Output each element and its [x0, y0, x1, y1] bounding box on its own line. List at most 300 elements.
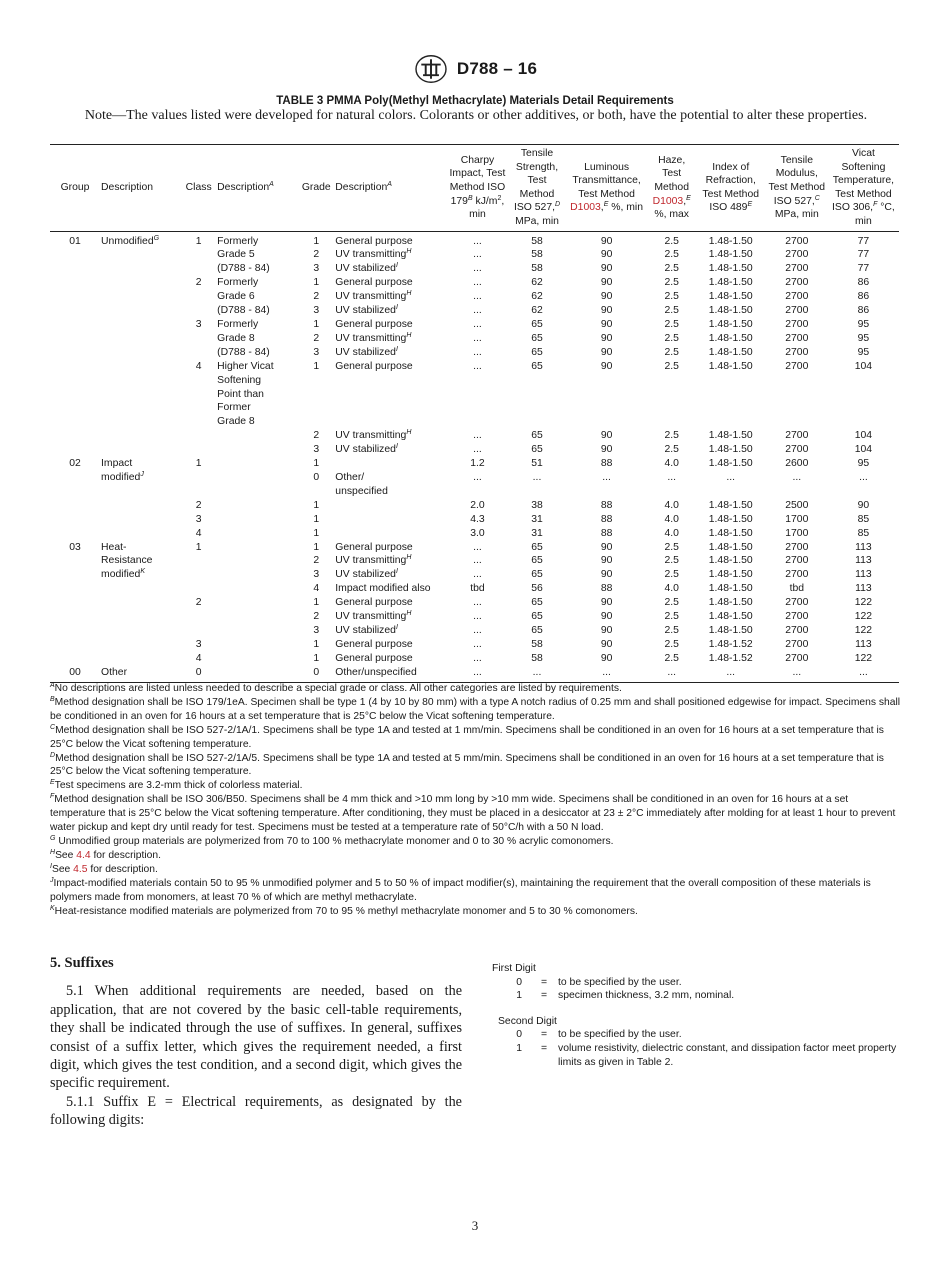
cell-class	[181, 388, 216, 402]
cell-group	[50, 624, 100, 638]
cell-luminous-transmittance-text: ...	[602, 666, 611, 678]
cell-tensile-modulus-text: 2700	[785, 305, 809, 317]
cell-haze	[648, 443, 696, 457]
header-class-description: Description$^A$	[216, 145, 298, 232]
cell-vicat-temperature	[828, 401, 899, 415]
cell-grade	[298, 429, 334, 443]
cell-charpy-impact-text: ...	[473, 555, 482, 567]
cell-haze	[648, 231, 696, 248]
cell-index-of-refraction	[696, 638, 766, 652]
cell-grade-description	[334, 443, 446, 457]
cell-luminous-transmittance	[566, 318, 648, 332]
footnote-ref: H	[406, 429, 412, 437]
cell-haze	[648, 401, 696, 415]
cell-tensile-modulus	[766, 374, 828, 388]
cell-group	[50, 666, 100, 682]
cell-grade-text: 3	[313, 444, 320, 456]
cell-charpy-impact-text: ...	[473, 569, 482, 581]
cell-charpy-impact-text: ...	[473, 319, 482, 330]
cell-class-text: 3	[195, 319, 202, 330]
cell-tensile-modulus-text: 2700	[785, 569, 809, 581]
cell-grade	[298, 527, 334, 541]
cell-class-description-text: Softening	[217, 374, 262, 386]
cell-grade-text: 1	[313, 277, 320, 289]
cell-vicat-temperature	[828, 527, 899, 541]
cell-luminous-transmittance-text: 90	[600, 291, 613, 303]
cell-vicat-temperature	[828, 360, 899, 374]
cell-class-description	[216, 276, 298, 290]
cell-haze-text: 2.5	[664, 541, 679, 553]
footnote-mark: J	[50, 876, 54, 884]
cell-haze-text: 2.5	[664, 249, 679, 261]
digit-value: 1	[516, 1042, 522, 1054]
cell-index-of-refraction-text: 1.48-1.50	[708, 458, 753, 470]
cell-class	[181, 276, 216, 290]
header-grade-description: Description$^A$	[334, 145, 446, 232]
cell-tensile-modulus	[766, 485, 828, 499]
cell-class-description	[216, 582, 298, 596]
d1003-link[interactable]: D1003	[570, 202, 601, 214]
cell-index-of-refraction-text: 1.48-1.52	[708, 638, 753, 650]
cell-haze-text: 2.5	[664, 277, 679, 289]
table-row	[50, 276, 899, 290]
cell-grade	[298, 346, 334, 360]
footnote-ref: H	[406, 554, 412, 562]
cell-grade	[298, 457, 334, 471]
cell-tensile-modulus	[766, 318, 828, 332]
cell-grade-description	[334, 499, 446, 513]
footnote-text: Unmodified group materials are polymerized from 70 to 100 % methacrylate monomer and 0 to 30 % acrylic comonomers.	[55, 835, 614, 847]
cell-grade	[298, 318, 334, 332]
cell-tensile-modulus-text: 2700	[785, 597, 809, 609]
cell-tensile-strength	[508, 231, 565, 248]
cell-grade-text: 3	[313, 569, 320, 581]
cell-haze	[648, 652, 696, 666]
cell-vicat-temperature-text: 86	[857, 277, 870, 289]
cell-luminous-transmittance-text: 90	[600, 624, 613, 636]
footnote-mark: C	[50, 723, 56, 731]
cell-grade-description	[334, 290, 446, 304]
cell-grade	[298, 485, 334, 499]
cell-group	[50, 231, 100, 248]
footnote	[50, 835, 901, 849]
cell-vicat-temperature	[828, 443, 899, 457]
section-link[interactable]: 4.4	[76, 849, 91, 861]
cell-charpy-impact-text: ...	[473, 332, 482, 344]
cell-group	[50, 610, 100, 624]
cell-tensile-strength-text: 65	[531, 541, 543, 553]
cell-group-text: 01	[69, 235, 81, 247]
cell-luminous-transmittance-text: 90	[600, 346, 613, 358]
cell-luminous-transmittance	[566, 471, 648, 485]
cell-grade	[298, 374, 334, 388]
cell-grade-text: 3	[313, 624, 320, 636]
cell-class-text: 4	[195, 527, 202, 539]
cell-luminous-transmittance-text: 88	[600, 527, 613, 539]
cell-haze-text: 2.5	[664, 346, 679, 358]
table-row	[50, 554, 899, 568]
cell-class-description-text: (D788 - 84)	[217, 305, 270, 317]
cell-charpy-impact-text: ...	[473, 235, 482, 247]
cell-charpy-impact-text: ...	[473, 263, 482, 275]
cell-tensile-modulus-text: tbd	[789, 583, 805, 595]
cell-grade-text: 0	[313, 666, 320, 678]
cell-vicat-temperature	[828, 415, 899, 429]
cell-tensile-modulus-text: 2700	[785, 624, 809, 636]
cell-tensile-modulus	[766, 652, 828, 666]
cell-luminous-transmittance	[566, 582, 648, 596]
cell-haze	[648, 568, 696, 582]
cell-haze-text: 2.5	[664, 291, 679, 303]
cell-group	[50, 652, 100, 666]
cell-vicat-temperature-text: 95	[857, 319, 870, 330]
cell-index-of-refraction-text: 1.48-1.50	[708, 611, 753, 623]
cell-luminous-transmittance	[566, 231, 648, 248]
cell-grade-description-text: UV stabilized	[335, 263, 396, 275]
cell-class-description	[216, 485, 298, 499]
table-row	[50, 513, 899, 527]
cell-description	[100, 568, 181, 582]
cell-tensile-modulus-text: 2700	[785, 277, 809, 289]
cell-vicat-temperature-text: 113	[855, 583, 872, 595]
cell-tensile-modulus	[766, 290, 828, 304]
cell-class-text: 0	[195, 666, 202, 678]
cell-grade-description	[334, 374, 446, 388]
cell-class-description	[216, 666, 298, 682]
cell-grade-text: 1	[313, 597, 320, 609]
table-row	[50, 332, 899, 346]
cell-luminous-transmittance-text: 88	[600, 458, 613, 470]
cell-charpy-impact	[446, 231, 508, 248]
cell-class	[181, 401, 216, 415]
cell-class-description	[216, 332, 298, 346]
cell-tensile-strength-text: 62	[531, 291, 543, 303]
cell-charpy-impact-text: ...	[473, 444, 482, 456]
cell-haze-text: 4.0	[664, 513, 679, 525]
cell-class-description-text: Grade 6	[217, 291, 255, 303]
cell-class	[181, 610, 216, 624]
cell-grade-description	[334, 666, 446, 682]
table-footnotes	[50, 682, 901, 918]
cell-luminous-transmittance-text: 90	[600, 319, 613, 330]
cell-vicat-temperature	[828, 582, 899, 596]
cell-tensile-strength-text: 31	[531, 527, 543, 539]
cell-index-of-refraction-text: 1.48-1.52	[708, 652, 753, 664]
cell-tensile-strength	[508, 499, 565, 513]
footnote-mark: K	[50, 904, 55, 912]
cell-haze	[648, 429, 696, 443]
table-row	[50, 429, 899, 443]
section-link[interactable]: 4.5	[73, 863, 88, 875]
cell-tensile-modulus	[766, 401, 828, 415]
cell-class-description	[216, 360, 298, 374]
cell-charpy-impact-text: ...	[473, 541, 482, 553]
cell-charpy-impact	[446, 499, 508, 513]
table-row	[50, 527, 899, 541]
cell-grade-description	[334, 485, 446, 499]
cell-vicat-temperature	[828, 248, 899, 262]
cell-index-of-refraction	[696, 401, 766, 415]
cell-class	[181, 471, 216, 485]
header-index-of-refraction: Index of Refraction, Test Method ISO $489^E$	[696, 145, 766, 232]
cell-vicat-temperature-text: 113	[855, 541, 872, 553]
cell-grade-description-text: UV stabilized	[335, 346, 396, 358]
cell-luminous-transmittance	[566, 388, 648, 402]
d1003-link[interactable]: D1003	[652, 195, 684, 207]
cell-class-description	[216, 471, 298, 485]
cell-vicat-temperature	[828, 346, 899, 360]
digit-definition: specimen thickness, 3.2 mm, nominal.	[558, 990, 735, 1002]
cell-grade-text: 4	[313, 583, 320, 595]
cell-vicat-temperature	[828, 388, 899, 402]
cell-vicat-temperature	[828, 290, 899, 304]
cell-index-of-refraction	[696, 471, 766, 485]
equals-sign: =	[540, 1042, 548, 1054]
cell-grade-text: 1	[313, 360, 320, 372]
cell-description-text: Resistance	[101, 555, 153, 567]
cell-tensile-strength	[508, 443, 565, 457]
cell-tensile-strength	[508, 304, 565, 318]
cell-class-description-text: Former	[217, 402, 251, 414]
cell-grade	[298, 231, 334, 248]
table-row	[50, 610, 899, 624]
cell-charpy-impact-text: tbd	[470, 583, 485, 595]
cell-haze	[648, 248, 696, 262]
cell-index-of-refraction-text: 1.48-1.50	[708, 277, 753, 289]
table-row	[50, 415, 899, 429]
cell-tensile-modulus-text: 2500	[785, 499, 809, 511]
cell-description	[100, 276, 181, 290]
cell-grade	[298, 332, 334, 346]
footnote-text: Method designation shall be ISO 306/B50. Specimens shall be 4 mm thick and >10 mm long by >10 mm wide. Specimens shall be conditioned in an oven for 16 hours at a set temperature that is 25°C below the Vicat softening temperature. After conditioning, they must be placed in a desiccator at 23 ± 2°C immediately after molding for at least 1 hour to prevent water pickup and kept dry until ready for test. Specimens must be tested at a temperature rate of 50°C/h with a 50 N load.	[50, 794, 896, 834]
cell-luminous-transmittance	[566, 374, 648, 388]
cell-index-of-refraction	[696, 610, 766, 624]
cell-haze	[648, 290, 696, 304]
cell-tensile-modulus	[766, 231, 828, 248]
cell-tensile-modulus-text: 2700	[785, 360, 809, 372]
cell-description-text: Unmodified	[101, 235, 154, 247]
cell-group	[50, 304, 100, 318]
cell-class-description	[216, 638, 298, 652]
cell-charpy-impact-text: 1.2	[470, 458, 485, 470]
digit-value: 1	[516, 990, 522, 1002]
cell-grade	[298, 276, 334, 290]
cell-group	[50, 527, 100, 541]
footnote-ref: H	[406, 290, 412, 298]
cell-grade-text: 1	[313, 458, 320, 470]
cell-description	[100, 541, 181, 555]
cell-luminous-transmittance	[566, 457, 648, 471]
cell-index-of-refraction	[696, 248, 766, 262]
cell-grade-description-text: UV transmitting	[335, 555, 407, 567]
cell-grade-description	[334, 457, 446, 471]
cell-vicat-temperature-text: 122	[854, 611, 873, 623]
cell-haze-text: 2.5	[664, 638, 679, 650]
cell-class	[181, 346, 216, 360]
cell-group	[50, 596, 100, 610]
cell-luminous-transmittance-text: 90	[600, 249, 613, 261]
cell-index-of-refraction	[696, 332, 766, 346]
cell-charpy-impact	[446, 582, 508, 596]
cell-description	[100, 471, 181, 485]
cell-luminous-transmittance-text: 90	[600, 569, 613, 581]
cell-index-of-refraction	[696, 541, 766, 555]
cell-grade	[298, 624, 334, 638]
cell-vicat-temperature	[828, 596, 899, 610]
cell-class-text: 3	[195, 638, 202, 650]
document-id: D788 – 16	[456, 59, 538, 78]
header-haze: Haze, Test Method D1003,$^E$ %, max	[648, 145, 696, 232]
cell-luminous-transmittance-text: 90	[600, 597, 613, 609]
section-5-suffixes	[50, 954, 462, 1130]
cell-index-of-refraction	[696, 290, 766, 304]
cell-grade	[298, 471, 334, 485]
cell-grade	[298, 541, 334, 555]
cell-tensile-strength-text: 65	[531, 555, 543, 567]
cell-tensile-strength-text: 31	[531, 513, 543, 525]
cell-index-of-refraction-text: 1.48-1.50	[708, 527, 753, 539]
cell-vicat-temperature	[828, 554, 899, 568]
cell-description	[100, 231, 181, 248]
cell-tensile-strength-text: 65	[531, 319, 543, 330]
cell-class	[181, 262, 216, 276]
cell-class-text: 2	[195, 499, 202, 511]
table-row	[50, 485, 899, 499]
cell-haze-text: 2.5	[664, 319, 679, 330]
cell-charpy-impact	[446, 568, 508, 582]
cell-grade	[298, 638, 334, 652]
cell-charpy-impact-text: ...	[473, 611, 482, 623]
cell-class-description-text: Point than	[217, 388, 264, 400]
cell-class	[181, 666, 216, 682]
cell-grade	[298, 568, 334, 582]
cell-vicat-temperature	[828, 231, 899, 248]
cell-haze-text: 4.0	[664, 583, 679, 595]
cell-vicat-temperature-text: 104	[854, 444, 873, 456]
cell-description	[100, 318, 181, 332]
cell-class-description	[216, 596, 298, 610]
digit-definition: volume resistivity, dielectric constant, and dissipation factor meet property limits as given in Table 2.	[558, 1042, 897, 1068]
cell-class-description	[216, 401, 298, 415]
cell-class-description-text: Grade 8	[217, 416, 255, 428]
cell-description	[100, 415, 181, 429]
cell-luminous-transmittance	[566, 666, 648, 682]
header-grade: Grade	[298, 145, 334, 232]
cell-class	[181, 332, 216, 346]
table-row	[50, 596, 899, 610]
cell-description	[100, 429, 181, 443]
cell-tensile-modulus	[766, 471, 828, 485]
cell-tensile-strength	[508, 527, 565, 541]
cell-grade-text: 2	[313, 430, 320, 442]
cell-charpy-impact	[446, 388, 508, 402]
cell-luminous-transmittance	[566, 290, 648, 304]
cell-tensile-modulus-text: 2700	[785, 249, 809, 261]
cell-tensile-strength	[508, 638, 565, 652]
cell-index-of-refraction-text: 1.48-1.50	[708, 513, 753, 525]
cell-description	[100, 513, 181, 527]
cell-tensile-strength	[508, 415, 565, 429]
cell-index-of-refraction-text: 1.48-1.50	[708, 263, 753, 275]
cell-charpy-impact-text: 4.3	[470, 513, 485, 525]
cell-description	[100, 554, 181, 568]
footnote	[50, 779, 901, 793]
cell-description	[100, 290, 181, 304]
cell-description	[100, 304, 181, 318]
cell-charpy-impact-text: ...	[473, 597, 482, 609]
header-group: Group	[50, 145, 100, 232]
cell-grade-text: 1	[313, 499, 320, 511]
section-heading: 5. Suffixes	[50, 955, 114, 971]
cell-grade-description-text: General purpose	[335, 319, 413, 330]
digit-row	[492, 989, 902, 1003]
equals-sign: =	[540, 1029, 548, 1041]
cell-tensile-modulus-text: 2600	[785, 458, 809, 470]
cell-haze	[648, 624, 696, 638]
header-charpy: Charpy Impact, Test Method ISO $179^B$ $kJ/m^2$, min	[446, 145, 508, 232]
cell-grade-text: 2	[313, 332, 320, 344]
cell-tensile-strength-text: 65	[531, 346, 543, 358]
cell-vicat-temperature	[828, 610, 899, 624]
cell-tensile-modulus-text: 2700	[785, 235, 809, 247]
cell-haze-text: 2.5	[664, 569, 679, 581]
cell-tensile-strength	[508, 596, 565, 610]
footnote-ref: I	[395, 623, 398, 631]
cell-index-of-refraction-text: ...	[726, 666, 736, 678]
cell-haze-text: ...	[667, 666, 676, 678]
cell-vicat-temperature-text: 77	[857, 235, 870, 247]
cell-vicat-temperature-text: 85	[857, 527, 870, 539]
cell-class	[181, 638, 216, 652]
cell-luminous-transmittance	[566, 401, 648, 415]
digit-definition: to be specified by the user.	[558, 976, 682, 988]
cell-class-description	[216, 231, 298, 248]
cell-charpy-impact	[446, 527, 508, 541]
cell-class-description	[216, 415, 298, 429]
cell-group	[50, 262, 100, 276]
cell-vicat-temperature	[828, 624, 899, 638]
cell-luminous-transmittance	[566, 304, 648, 318]
cell-charpy-impact	[446, 429, 508, 443]
cell-class	[181, 652, 216, 666]
cell-vicat-temperature-text: 122	[854, 597, 873, 609]
cell-grade	[298, 443, 334, 457]
cell-tensile-strength-text: 38	[531, 499, 543, 511]
footnote-text: Method designation shall be ISO 179/1eA. Specimen shall be type 1 (4 by 10 by 80 mm) with a type A notch radius of 0.25 mm and shall positioned edgewise for impact. Specimens shall be conditioned in an oven for 16 hours at a set temperature that is 25°C below the Vicat softening temperature.	[50, 696, 901, 722]
cell-grade-description	[334, 596, 446, 610]
cell-charpy-impact	[446, 638, 508, 652]
cell-grade-text: 1	[313, 319, 320, 330]
footnote-mark: I	[50, 862, 52, 870]
cell-vicat-temperature	[828, 513, 899, 527]
cell-group-text: 03	[69, 541, 81, 553]
cell-tensile-modulus	[766, 513, 828, 527]
footnote-text-tail: for description.	[90, 849, 161, 861]
cell-luminous-transmittance	[566, 596, 648, 610]
cell-index-of-refraction-text: 1.48-1.50	[708, 597, 753, 609]
cell-grade-text: 1	[313, 527, 320, 539]
footnote-ref: H	[406, 610, 412, 618]
table-row	[50, 624, 899, 638]
cell-haze-text: 2.5	[664, 305, 679, 317]
footnote-mark: G	[50, 834, 56, 842]
cell-group	[50, 290, 100, 304]
footnote	[50, 724, 901, 752]
cell-luminous-transmittance-text: 90	[600, 652, 613, 664]
cell-tensile-modulus-text: 2700	[785, 611, 809, 623]
cell-index-of-refraction	[696, 554, 766, 568]
cell-luminous-transmittance	[566, 541, 648, 555]
